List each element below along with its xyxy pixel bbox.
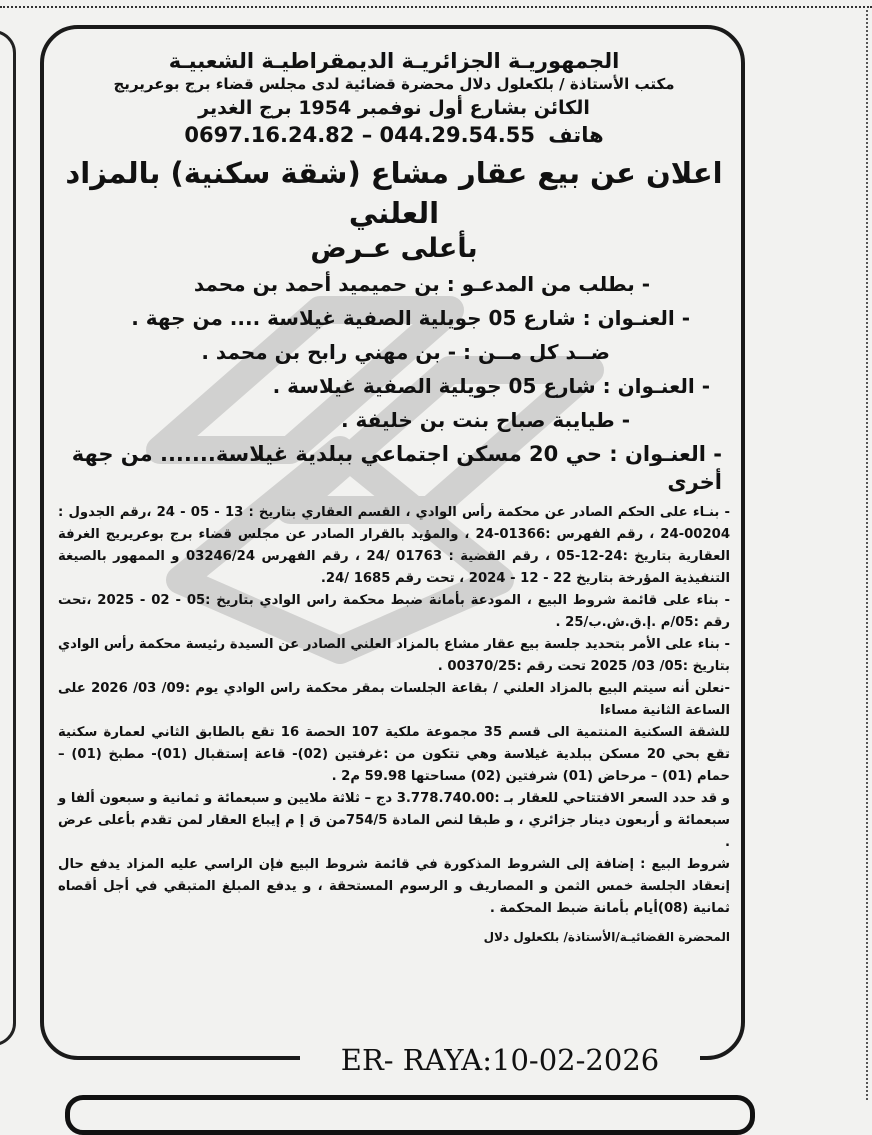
second-defendant: - طيايبة صباح بنت بن خليفة . [340,408,630,432]
sale-conditions-paragraph: - بناء على قائمة شروط البيع ، المودعة بأمانة ضبط محكمة راس الوادي بتاريخ :05 - 02 - 2025 ،تحت رقم :05/م .إ.ق.ش.ب/25 . [58,593,731,630]
column-separator [866,10,872,1100]
phone-line [58,123,730,147]
plaintiff-address: - العنـوان : شارع 05 جويلية الصفية غيلاسة .... من جهة . [131,306,690,330]
plaintiff: - بطلب من المدعـو : بن حميميد أحمد بن محمد [193,272,650,296]
ad-title: اعلان عن بيع عقار مشاع (شقة سكنية) بالمزاد العلني [65,156,723,230]
phone-label: هاتف [548,123,604,147]
top-dotted-border [0,0,872,8]
auction-date-paragraph: -نعلن أنه سيتم البيع بالمزاد العلني / بقاعة الجلسات بمقر محكمة راس الوادي يوم :09/ 03/ 2026 على الساعة الثانية مساءا [58,681,730,718]
sale-terms-paragraph: شروط البيع : إضافة إلى الشروط المذكورة في قائمة شروط البيع فإن الراسي عليه المزاد يدفع حال إنعقاد الجلسة خمس الثمن و المصاريف و الرسوم المستحقة ، و يدفع المبلغ المتبقي في أجل أقصاه ثمانية (08)أيام بأمانة ضبط المحكمة . [58,857,730,916]
adjacent-ad-frame [0,30,16,1046]
signature: المحضرة القضائيـة/الأستاذة/ بلكعلول دلال [483,930,730,944]
office-line: مكتب الأستاذة / بلكعلول دلال محضرة قضائية لدى مجلس قضاء برج بوعريريج [113,75,675,93]
ad-body [58,502,730,920]
second-defendant-address: - العنـوان : حي 20 مسكن اجتماعي ببلدية غيلاسة....... من جهة أخرى [71,442,722,494]
newspaper-footer: ER- RAYA:10-02-2026 [300,1040,700,1080]
defendant: ضــد كل مــن : - بن مهني رابح بن محمد . [201,340,610,364]
order-paragraph: - بناء على الأمر بتحديد جلسة بيع عقار مشاع بالمزاد العلني الصادر عن السيدة رئيسة محكمة رأس الوادي بتاريخ :05/ 03/ 2025 تحت رقم :00370/25 . [58,637,730,674]
republic-heading: الجمهوريـة الجزائريـة الديمقراطيـة الشعبيـة [168,49,620,73]
defendant-address: - العنـوان : شارع 05 جويلية الصفية غيلاسة . [272,374,710,398]
next-ad-frame [65,1095,755,1135]
office-address: الكائن بشارع أول نوفمبر 1954 برج الغدير [198,97,590,119]
property-description-paragraph: للشقة السكنية المنتمية الى قسم 35 مجموعة ملكية 107 الحصة 16 تقع بالطابق الثاني لعمارة سكنية تقع بحي 20 مسكن ببلدية غيلاسة وهي تتكون من :غرفتين (02)- قاعة إستقبال (01)- مطبخ (01) – حمام (01) – مرحاض (01) شرفتين (02) مساحتها 59.98 م2 . [58,725,730,784]
phone-numbers: 0697.16.24.82 – 044.29.54.55 [184,123,535,147]
ad-content [58,45,730,944]
ad-title-line2: بأعلى عـرض [310,233,478,264]
opening-price-paragraph: و قد حدد السعر الافتتاحي للعقار بـ :3.778.740.00 دج – ثلاثة ملايين و سبعمائة و ثمانية و سبعون ألفا و سبعمائة و أربعون دينار جزائري ، و طبقا لنص المادة 754/5من ق إ م إيباع العقار لمن تقدم بأعلى عرض . [58,791,730,850]
ruling-paragraph: - بنـاء على الحكم الصادر عن محكمة رأس الوادي ، القسم العقاري بتاريخ : 13 - 05 - 24 ،رقم الجدول : 00204-24 ، رقم الفهرس :01366-24 ، والمؤيد بالقرار الصادر عن مجلس قضاء برج بوعريريج الغرفة العقارية بتاريخ :24-12-05 ، رقم القضية : 01763 /24 ، رقم الفهرس 03246/24 و الممهور بالصيغة التنفيذية المؤرخة بتاريخ 22 - 12 - 2024 ، تحت رقم 1685 /24. [58,505,731,586]
